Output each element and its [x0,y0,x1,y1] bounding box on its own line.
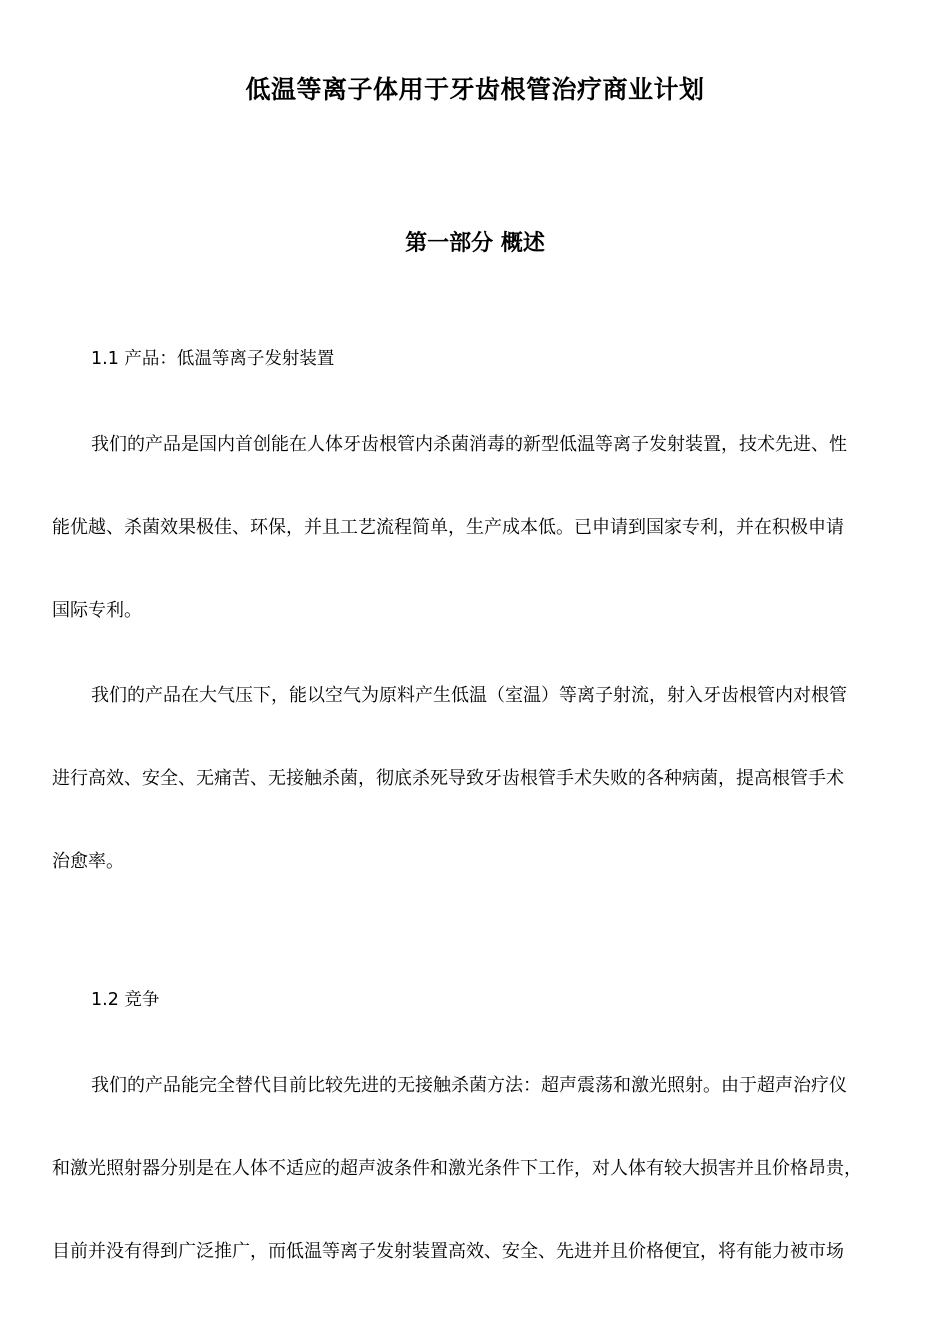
paragraph-line: 国际专利。 [52,600,142,621]
paragraph-line: 我们的产品是国内首创能在人体牙齿根管内杀菌消毒的新型低温等离子发射装置，技术先进、性 [91,434,847,455]
paragraph-line: 治愈率。 [52,851,124,872]
paragraph-line: 能优越、杀菌效果极佳、环保，并且工艺流程简单，生产成本低。已申请到国家专利，并在积极申请 [52,517,844,538]
paragraph-line: 和激光照射器分别是在人体不适应的超声波条件和激光条件下工作，对人体有较大损害并且价格昂贵， [52,1158,862,1179]
paragraph-line: 进行高效、安全、无痛苦、无接触杀菌，彻底杀死导致牙齿根管手术失败的各种病菌，提高根管手术 [52,768,844,789]
paragraph-line: 我们的产品在大气压下，能以空气为原料产生低温（室温）等离子射流，射入牙齿根管内对根管 [91,685,847,706]
paragraph-line: 目前并没有得到广泛推广，而低温等离子发射装置高效、安全、先进并且价格便宜，将有能力被市场 [52,1241,844,1262]
part-title: 第一部分 概述 [405,231,545,256]
document-title: 低温等离子体用于牙齿根管治疗商业计划 [245,75,705,104]
paragraph-line: 我们的产品能完全替代目前比较先进的无接触杀菌方法：超声震荡和激光照射。由于超声治疗仪 [91,1075,847,1096]
section-heading-product: 1.1 产品：低温等离子发射装置 [91,349,335,369]
section-heading-competition: 1.2 竞争 [91,990,160,1010]
